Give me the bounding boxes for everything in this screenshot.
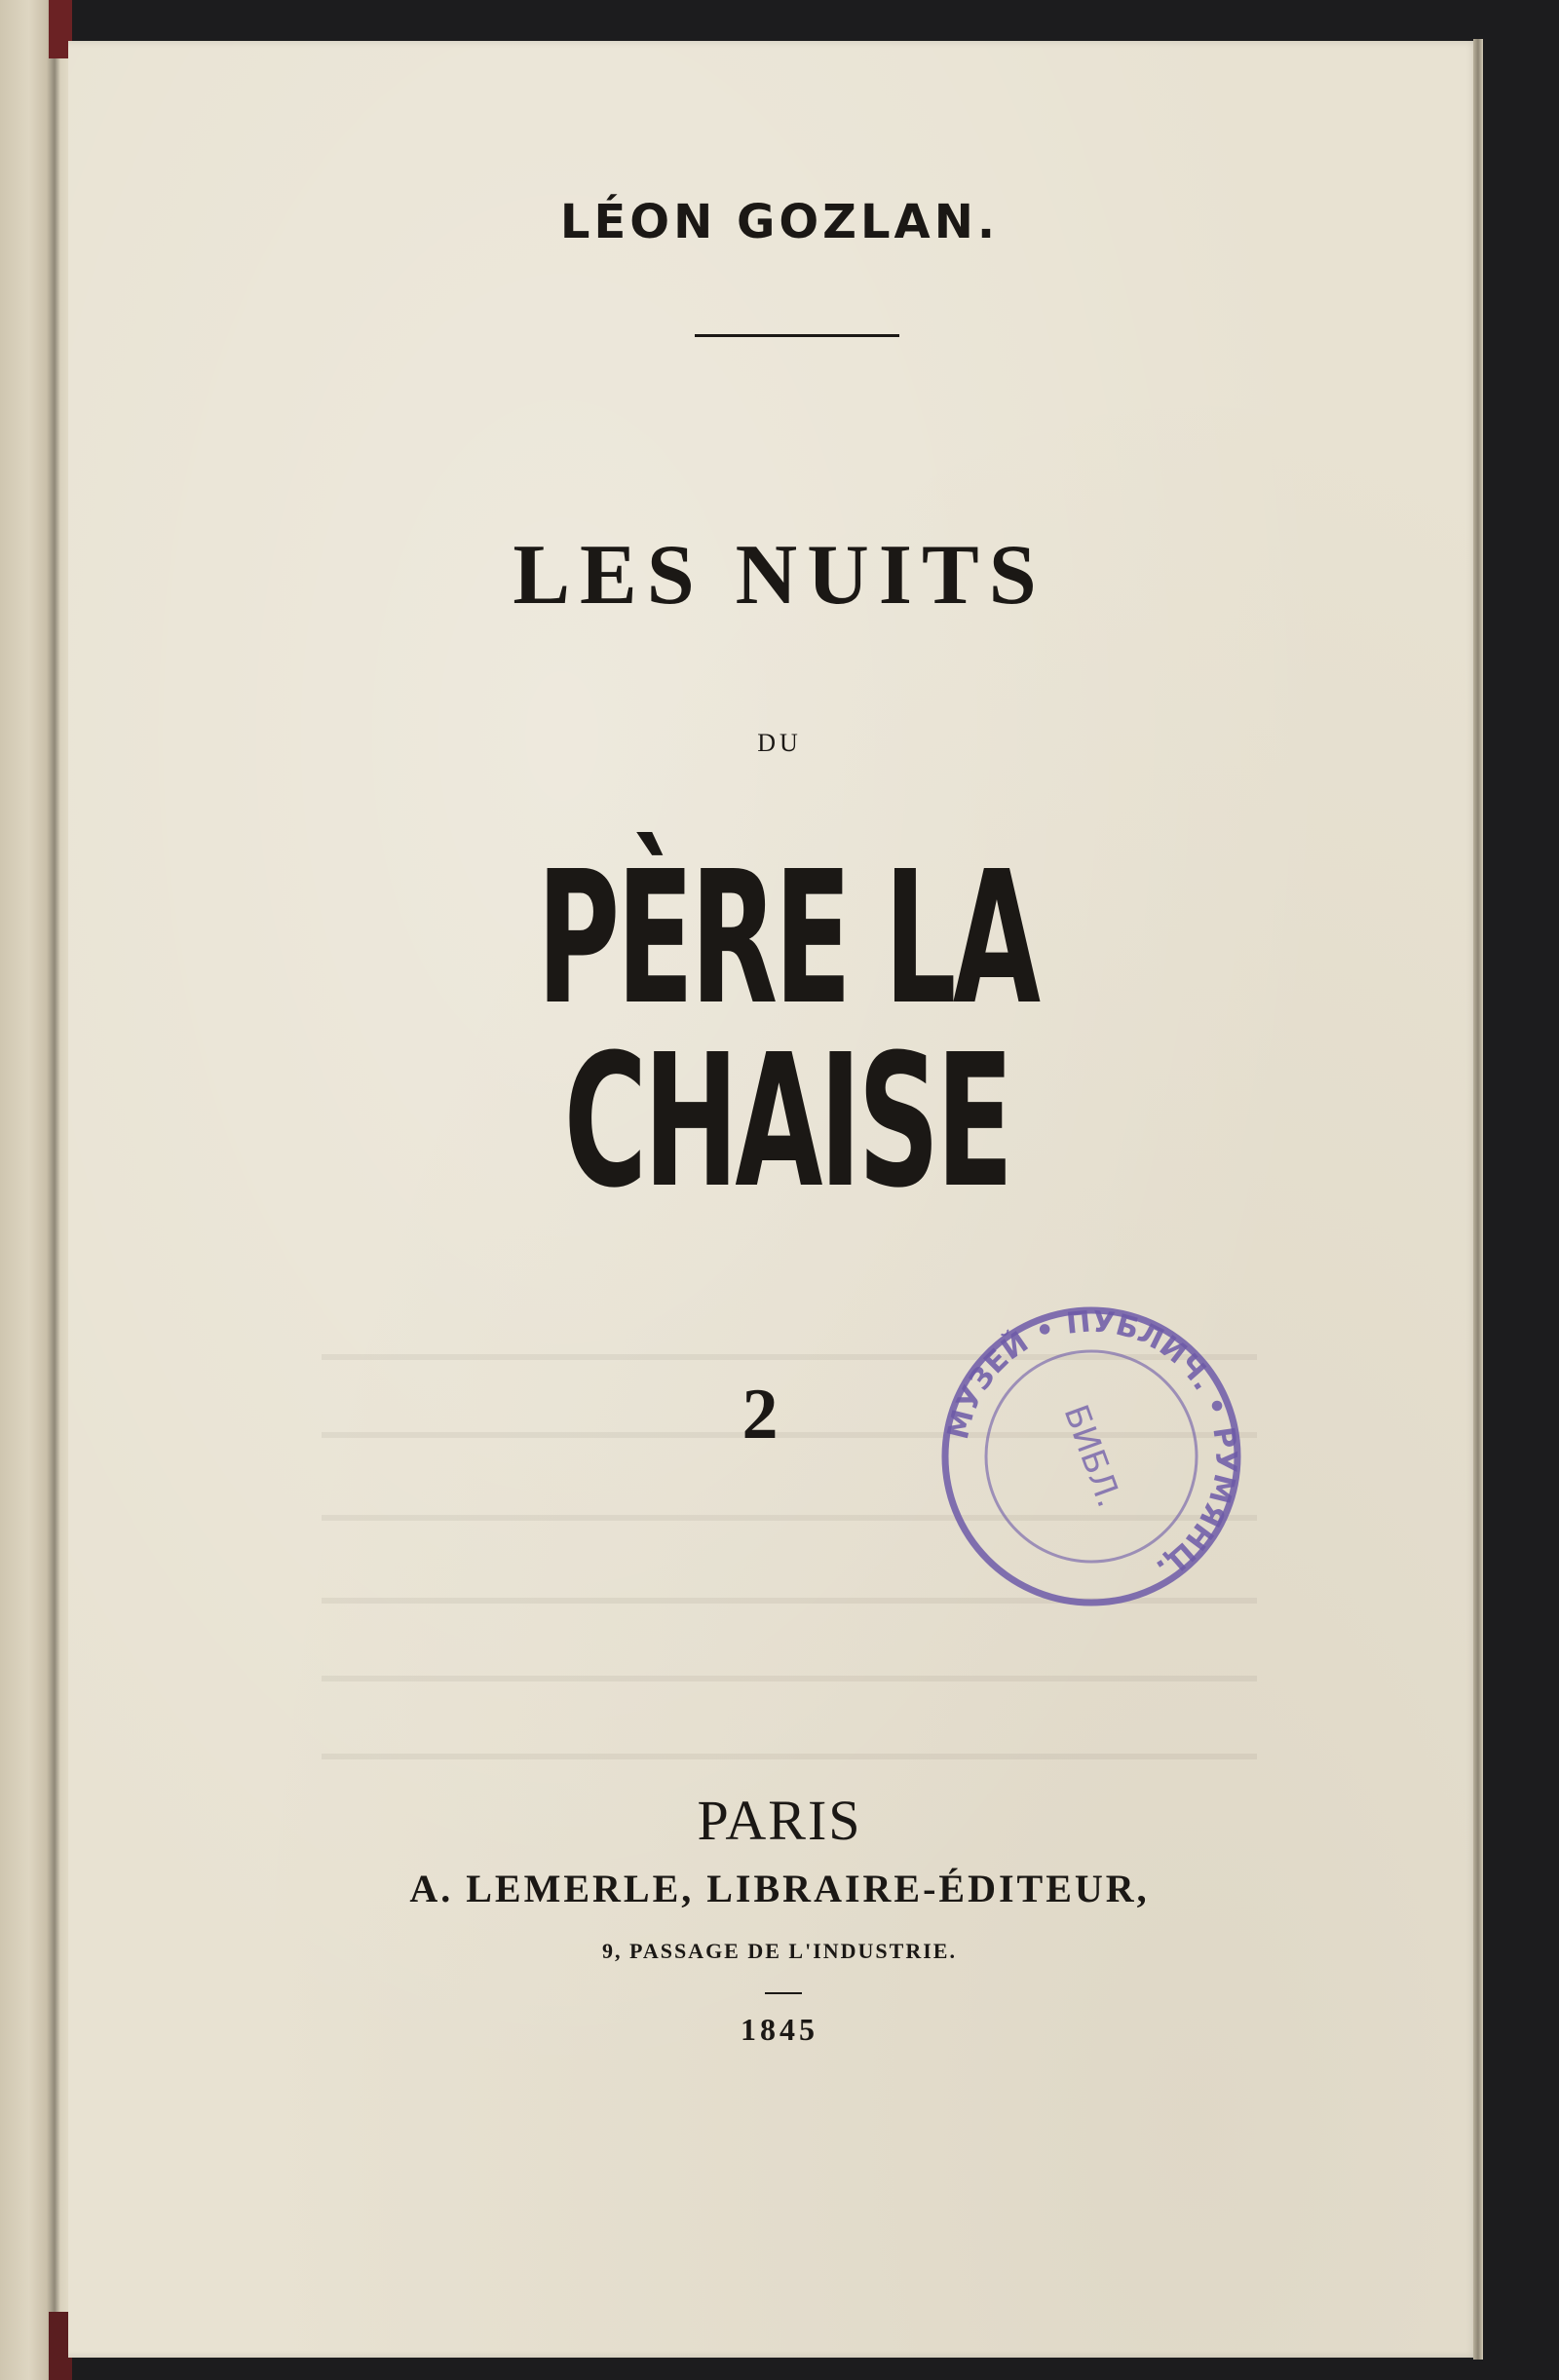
author-rule <box>695 334 899 337</box>
stamp-center-text: БИБЛ. <box>1055 1399 1129 1513</box>
publisher-address: 9, PASSAGE DE L'INDUSTRIE. <box>602 1939 957 1963</box>
stamp-ring-text: МУЗЕЙ • ПУБЛИЧ. • РУМЯНЦ. <box>940 1304 1243 1587</box>
publication-year: 1845 <box>741 2012 818 2047</box>
title-line-1: LES NUITS <box>513 528 1046 623</box>
publisher: A. LEMERLE, LIBRAIRE-ÉDITEUR, <box>409 1867 1150 1910</box>
title-main: PÈRE LA CHAISE <box>536 832 1038 1228</box>
title-connector: DU <box>757 729 802 757</box>
publication-city: PARIS <box>697 1789 862 1852</box>
year-rule <box>765 1992 802 1994</box>
library-stamp <box>935 1301 1247 1612</box>
author-name: LÉON GOZLAN. <box>559 195 1000 249</box>
volume-number: 2 <box>741 1375 779 1454</box>
